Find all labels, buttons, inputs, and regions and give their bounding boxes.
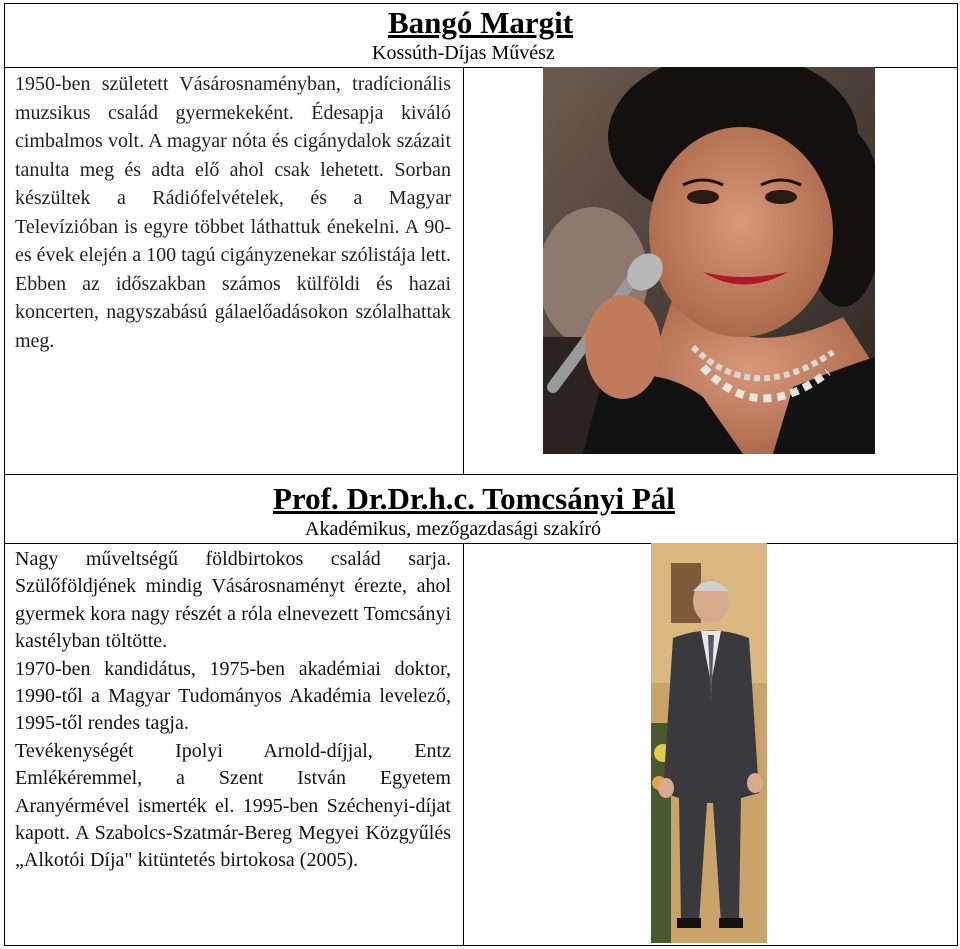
biography-paragraph: 1970-ben kandidátus, 1975-ben akadémiai doktor, 1990-től a Magyar Tudományos Akadémia levelező, 1995-től rendes tagja. <box>15 657 451 735</box>
section-title: Prof. Dr.Dr.h.c. Tomcsányi Pál <box>273 481 675 516</box>
biography-paragraph: Nagy műveltségű földbirtokos család sarja. Szülőföldjének mindig Vásárosnaményt érezte, ahol gyermek kora nagy részét a róla elnevezett Tomcsányi kastélyban töltötte. <box>15 548 451 653</box>
section-subtitle: Akadémikus, mezőgazdasági szakíró <box>305 518 602 540</box>
biography-paragraph: Tevékenységét Ipolyi Arnold-díjjal, Entz Emlékéremmel, a Szent István Egyetem Aranyérmével ismerték el. 1995-ben Széchenyi-díjat kapott. A Szabolcs-Szatmár-Bereg Megyei Közgyűlés „Alkotói Díja" kitüntetés birtokosa (2005). <box>15 739 451 872</box>
row-divider <box>4 543 958 544</box>
row-divider <box>4 474 958 475</box>
portrait-photo <box>651 543 767 943</box>
biography-text <box>15 70 451 355</box>
biography-paragraph: 1950-ben született Vásárosnaményban, tradícionális muzsikus család gyermekeként. Édesapja kiváló cimbalmos volt. A magyar nóta és cigánydalok százait tanulta meg és adta elő ahol csak lehetett. Sorban készültek a Rádiófelvételek, és a Magyar Televízióban is egyre többet láthattuk énekelni. A 90-es évek elején a 100 tagú cigányzenekar szólistája lett. Ebben az időszakban számos külföldi és hazai koncerten, nagyszabású gálaelőadásokon szólalhattak meg. <box>15 73 451 352</box>
biography-text <box>15 546 451 875</box>
column-divider <box>463 543 464 946</box>
section-title: Bangó Margit <box>388 5 574 40</box>
portrait-photo <box>543 67 875 454</box>
column-divider <box>463 67 464 474</box>
section-subtitle: Kossúth-Díjas Művész <box>372 42 555 64</box>
